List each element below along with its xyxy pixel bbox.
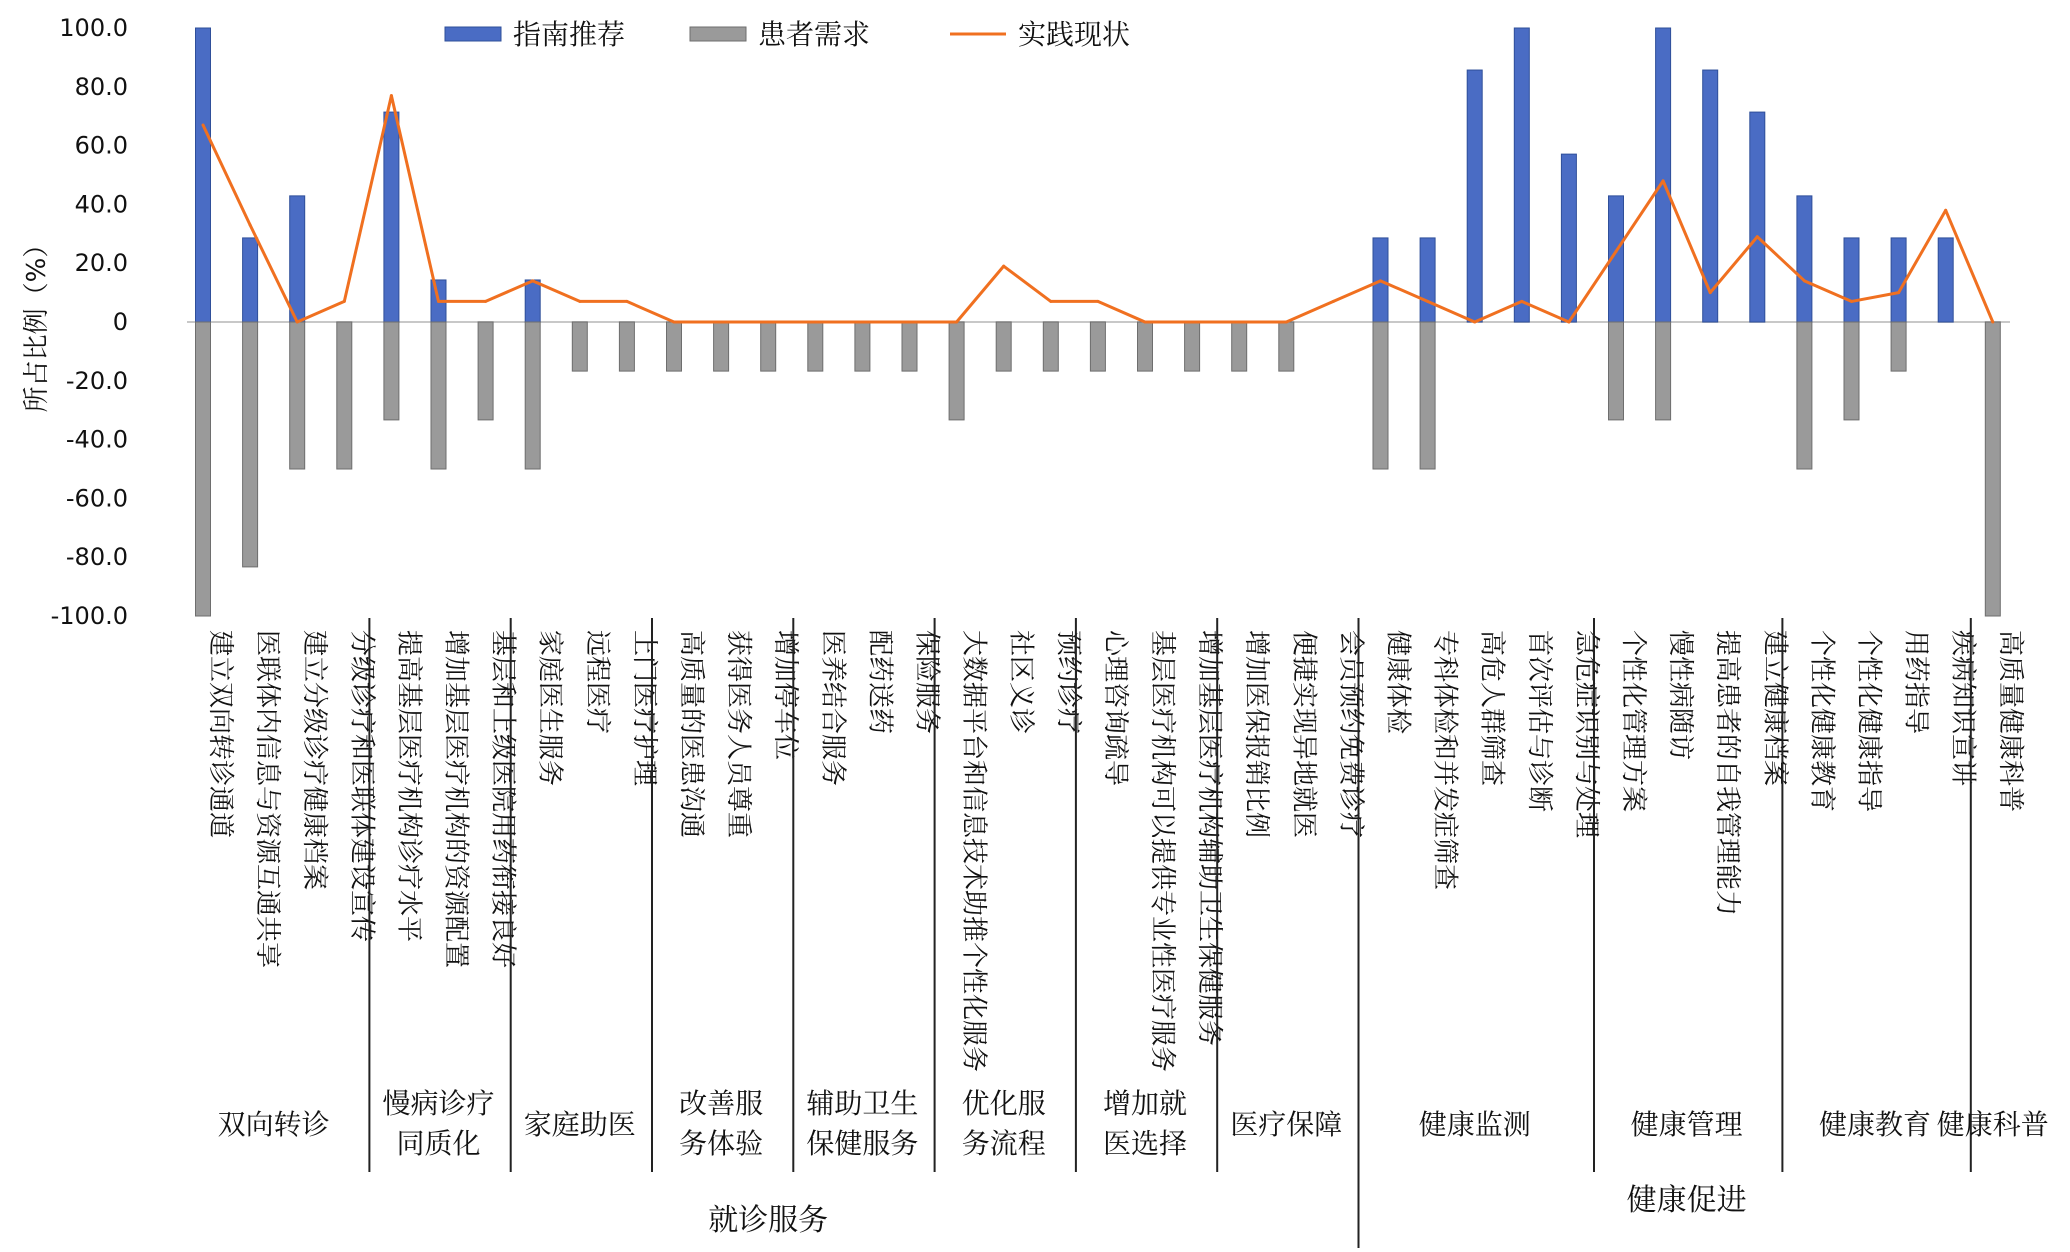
line-point-20 — [1144, 321, 1147, 324]
group-label: 医选择 — [1102, 1127, 1188, 1160]
line-practice — [203, 96, 1993, 322]
legend-label: 患者需求 — [758, 18, 871, 51]
line-point-0 — [202, 124, 205, 127]
bar-patient-15 — [902, 322, 917, 371]
line-point-36 — [1897, 291, 1900, 294]
line-point-27 — [1473, 321, 1476, 324]
legend-label: 实践现状 — [1018, 18, 1131, 51]
group-label: 医疗保障 — [1230, 1108, 1343, 1141]
y-axis-title: 所占比例（%） — [22, 231, 52, 413]
line-point-31 — [1662, 179, 1665, 182]
line-point-35 — [1850, 300, 1853, 303]
bar-patient-30 — [1609, 322, 1624, 420]
bar-patient-31 — [1656, 322, 1671, 420]
category-label: 个性化健康教育 — [1806, 630, 1837, 813]
y-tick-label: 20.0 — [74, 249, 128, 278]
line-point-13 — [814, 321, 817, 324]
bar-guideline-33 — [1750, 112, 1765, 322]
group-label: 改善服 — [679, 1087, 764, 1120]
line-point-17 — [1002, 265, 1005, 268]
y-tick-label: 40.0 — [74, 190, 128, 219]
line-point-10 — [673, 321, 676, 324]
bar-guideline-26 — [1420, 238, 1435, 322]
bar-patient-35 — [1844, 322, 1859, 420]
group-label: 健康教育 — [1819, 1108, 1932, 1141]
line-point-33 — [1756, 235, 1759, 238]
bar-patient-22 — [1232, 322, 1247, 371]
y-tick-label: -20.0 — [65, 366, 128, 395]
bar-patient-19 — [1090, 322, 1105, 371]
line-point-25 — [1379, 279, 1382, 282]
line-point-3 — [343, 300, 346, 303]
bar-patient-13 — [808, 322, 823, 371]
y-tick-label: 0 — [112, 308, 128, 336]
bar-guideline-7 — [525, 280, 540, 322]
category-label: 预约诊疗 — [1052, 630, 1083, 735]
line-point-26 — [1426, 300, 1429, 303]
line-point-24 — [1332, 300, 1335, 303]
line-point-18 — [1049, 300, 1052, 303]
category-label: 专科体检和并发症筛查 — [1429, 630, 1460, 891]
y-tick-label: 80.0 — [74, 72, 128, 101]
category-label: 增加停车位 — [770, 630, 801, 761]
line-point-22 — [1238, 321, 1241, 324]
line-point-21 — [1191, 321, 1194, 324]
line-point-16 — [955, 321, 958, 324]
line-point-14 — [861, 321, 864, 324]
category-label: 首次评估与诊断 — [1523, 630, 1554, 813]
line-point-4 — [390, 94, 393, 97]
line-point-6 — [484, 300, 487, 303]
group-label: 增加就 — [1102, 1087, 1188, 1120]
bar-patient-26 — [1420, 322, 1435, 469]
y-tick-label: -60.0 — [65, 484, 128, 513]
category-label: 配药送药 — [864, 630, 895, 735]
legend-swatch-1 — [690, 27, 746, 41]
bar-patient-23 — [1279, 322, 1294, 371]
group-label: 优化服 — [961, 1087, 1046, 1120]
line-point-15 — [908, 321, 911, 324]
y-axis — [22, 14, 128, 630]
category-label: 保险服务 — [911, 630, 942, 735]
bar-patient-7 — [525, 322, 540, 469]
bar-patient-14 — [855, 322, 870, 371]
bar-patient-18 — [1043, 322, 1058, 371]
category-label: 用药指导 — [1900, 630, 1931, 735]
bar-guideline-31 — [1656, 28, 1671, 322]
bar-patient-10 — [667, 322, 682, 371]
group-label: 家庭助医 — [523, 1108, 636, 1141]
group-label: 保健服务 — [806, 1127, 919, 1160]
category-label: 上门医疗护理 — [628, 630, 659, 787]
group-label: 辅助卫生 — [806, 1087, 919, 1120]
group-label: 健康管理 — [1630, 1108, 1743, 1141]
bar-guideline-2 — [290, 196, 305, 322]
y-tick-label: -100.0 — [50, 602, 128, 630]
category-label: 医联体内信息与资源互通共享 — [252, 630, 283, 969]
bar-patient-9 — [619, 322, 634, 371]
line-point-28 — [1520, 300, 1523, 303]
bar-patient-0 — [196, 322, 211, 616]
bar-guideline-35 — [1844, 238, 1859, 322]
category-label: 远程医疗 — [581, 630, 612, 735]
bar-patient-5 — [431, 322, 446, 469]
bar-guideline-34 — [1797, 196, 1812, 322]
bar-guideline-0 — [196, 28, 211, 322]
bar-patient-3 — [337, 322, 352, 469]
line-point-7 — [531, 279, 534, 282]
line-point-11 — [720, 321, 723, 324]
bar-guideline-37 — [1938, 238, 1953, 322]
line-point-37 — [1944, 209, 1947, 212]
category-label: 分级诊疗和医联体建设宣传 — [346, 630, 377, 943]
category-label: 个性化管理方案 — [1618, 630, 1648, 813]
legend — [445, 18, 1130, 51]
category-label: 高质量的医患沟通 — [676, 630, 706, 839]
category-label: 建立健康档案 — [1759, 630, 1790, 787]
line-point-12 — [767, 321, 770, 324]
bar-patient-16 — [949, 322, 964, 420]
y-tick-label: 60.0 — [74, 131, 128, 160]
bar-patient-21 — [1185, 322, 1200, 371]
bar-patient-12 — [761, 322, 776, 371]
category-label: 慢性病随访 — [1665, 630, 1696, 761]
category-label: 提高患者的自我管理能力 — [1712, 630, 1743, 917]
category-label: 基层和上级医院用药衔接良好 — [487, 630, 518, 969]
line-point-2 — [296, 321, 299, 324]
group-label: 慢病诊疗 — [382, 1087, 495, 1120]
line-point-9 — [625, 300, 628, 303]
line-point-38 — [1991, 321, 1994, 324]
bar-guideline-27 — [1467, 70, 1482, 322]
line-point-1 — [249, 223, 252, 226]
bar-patient-25 — [1373, 322, 1388, 469]
category-label: 建立双向转诊通道 — [205, 630, 235, 839]
bar-patient-38 — [1985, 322, 2000, 616]
legend-label: 指南推荐 — [513, 18, 626, 51]
group-label: 健康监测 — [1418, 1108, 1531, 1141]
category-label: 便捷实现异地就医 — [1288, 630, 1319, 839]
category-label: 高质量健康科普 — [1994, 630, 2025, 813]
bar-patient-6 — [478, 322, 493, 420]
category-label: 高危人群筛查 — [1476, 630, 1507, 787]
category-label: 社区义诊 — [1005, 630, 1036, 735]
bar-guideline-36 — [1891, 238, 1906, 322]
line-point-5 — [437, 300, 440, 303]
group-label: 双向转诊 — [217, 1108, 330, 1141]
y-tick-label: 100.0 — [59, 14, 128, 42]
category-label: 提高基层医疗机构诊疗水平 — [393, 630, 424, 943]
category-label: 健康体检 — [1382, 630, 1413, 735]
bar-guideline-1 — [243, 238, 258, 322]
bar-patient-11 — [714, 322, 729, 371]
section-label: 就诊服务 — [708, 1203, 829, 1238]
bar-patient-34 — [1797, 322, 1812, 469]
section-label: 健康促进 — [1626, 1183, 1747, 1218]
bar-patient-8 — [572, 322, 587, 371]
group-label: 务流程 — [961, 1127, 1046, 1160]
bar-patient-17 — [996, 322, 1011, 371]
category-label: 基层医疗机构可以提供专业性医疗服务 — [1147, 630, 1177, 1073]
line-point-34 — [1803, 279, 1806, 282]
category-label: 增加基层医疗机构的资源配置 — [440, 630, 471, 969]
line-point-19 — [1096, 300, 1099, 303]
category-label: 个性化健康指导 — [1853, 630, 1884, 813]
bar-patient-2 — [290, 322, 305, 469]
line-point-23 — [1285, 321, 1288, 324]
category-label: 心理咨询疏导 — [1099, 630, 1130, 787]
category-label: 建立分级诊疗健康档案 — [299, 630, 330, 891]
line-point-29 — [1567, 321, 1570, 324]
category-label: 疾病知识宣讲 — [1947, 630, 1978, 787]
y-tick-label: -80.0 — [65, 543, 128, 572]
bar-patient-36 — [1891, 322, 1906, 371]
legend-swatch-0 — [445, 27, 501, 41]
bar-patient-1 — [243, 322, 258, 567]
category-label: 医养结合服务 — [817, 630, 848, 787]
group-label: 务体验 — [679, 1127, 764, 1160]
line-point-8 — [578, 300, 581, 303]
category-label: 急危症识别与处理 — [1570, 630, 1601, 839]
x-axis-categories — [205, 630, 2025, 1072]
bar-guideline-4 — [384, 112, 399, 322]
category-label: 会员预约免费诊疗 — [1335, 630, 1366, 839]
group-label: 同质化 — [396, 1127, 481, 1160]
category-label: 大数据平台和信息技术助推个性化服务 — [958, 630, 989, 1073]
bar-guideline-29 — [1561, 154, 1576, 322]
category-label: 家庭医生服务 — [534, 630, 565, 787]
bar-patient-4 — [384, 322, 399, 420]
y-tick-label: -40.0 — [65, 425, 128, 454]
line-point-32 — [1709, 291, 1712, 294]
bar-guideline-28 — [1514, 28, 1529, 322]
bar-patient-20 — [1138, 322, 1153, 371]
line-point-30 — [1615, 250, 1618, 253]
category-label: 获得医务人员尊重 — [723, 630, 754, 839]
category-label: 增加医保报销比例 — [1241, 630, 1272, 839]
group-label: 健康科普 — [1936, 1108, 2049, 1141]
line-group — [202, 94, 1995, 323]
category-label: 增加基层医疗机构辅助卫生保健服务 — [1194, 630, 1225, 1047]
